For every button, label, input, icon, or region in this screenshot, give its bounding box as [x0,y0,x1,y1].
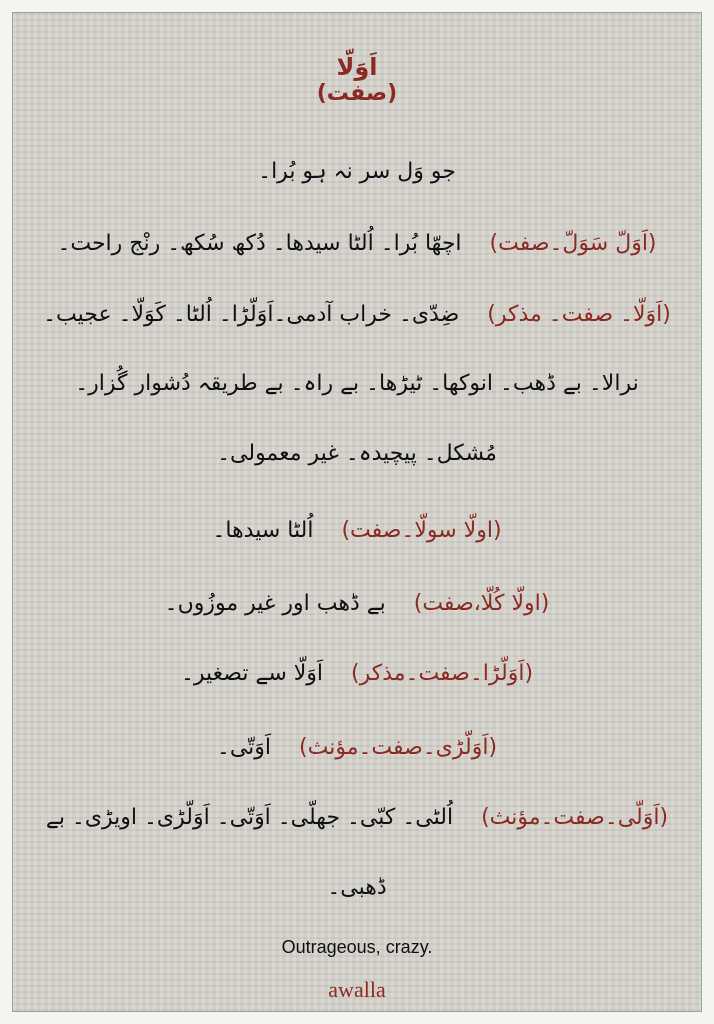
line-label: (اَوَلّ سَوَلّ۔صفت) [489,231,657,256]
line-text: ضِدّی۔ خراب آدمی۔اَوَلّڑا۔ اُلٹا۔ کَوَلّا۔ عجیب۔ [43,302,460,327]
entry-content [13,13,701,1011]
dictionary-card [12,12,702,1012]
entry-word: اَوَلّا [336,53,378,81]
line-label: (اَوَلّی۔صفت۔مؤنث) [481,805,669,830]
entry-line-1 [33,231,681,256]
line-text: جو وَل سر نہ ہو بُرا۔ [258,159,456,184]
line-label: (اَوَلّڑی۔صفت۔مؤنث) [299,735,498,760]
line-label: (اَوَلّا۔ صفت۔ مذکر) [487,302,671,327]
line-label: (اولّا سولّا۔صفت) [341,518,502,543]
line-label: (اولّا کُلّا،صفت) [413,591,550,616]
transliteration: awalla [328,977,386,1002]
line-text: نرالا۔ بے ڈھب۔ انوکھا۔ ٹیڑھا۔ بے راہ۔ بے طریقہ دُشوار گُزار۔ [75,371,639,396]
entry-pos: (صفت) [316,81,398,106]
line-text: ڈھبی۔ [327,875,387,900]
line-label: (اَوَلّڑا۔صفت۔مذکر) [351,661,534,686]
entry-header [33,53,681,106]
line-text: اچھّا بُرا۔ اُلٹا سیدھا۔ دُکھ سُکھ۔ رنْج راحت۔ [57,231,462,256]
english-definition: Outrageous, crazy. [281,937,433,957]
entry-line-9 [33,805,681,830]
entry-line-7 [33,661,681,686]
line-text: اُلٹی۔ کبّی۔ جھلّی۔ اَوَتّی۔ اَوَلّڑی۔ اویڑی۔ بے [45,805,454,830]
entry-line-3 [33,371,681,396]
entry-line-4 [33,441,681,466]
line-text: بے ڈھب اور غیر موزُوں۔ [164,591,386,616]
entry-line-5 [33,518,681,543]
entry-line-6 [33,591,681,616]
line-text: مُشکل۔ پیچیدہ۔ غیر معمولی۔ [217,441,497,466]
line-text: اَوَلّا سے تصغیر۔ [180,661,324,686]
entry-line-10 [33,875,681,900]
entry-line-8 [33,735,681,760]
entry-line-2 [33,302,681,327]
entry-line-0 [33,159,681,184]
line-text: اُلٹا سیدھا۔ [212,518,314,543]
line-text: اَوَتّی۔ [216,735,272,760]
